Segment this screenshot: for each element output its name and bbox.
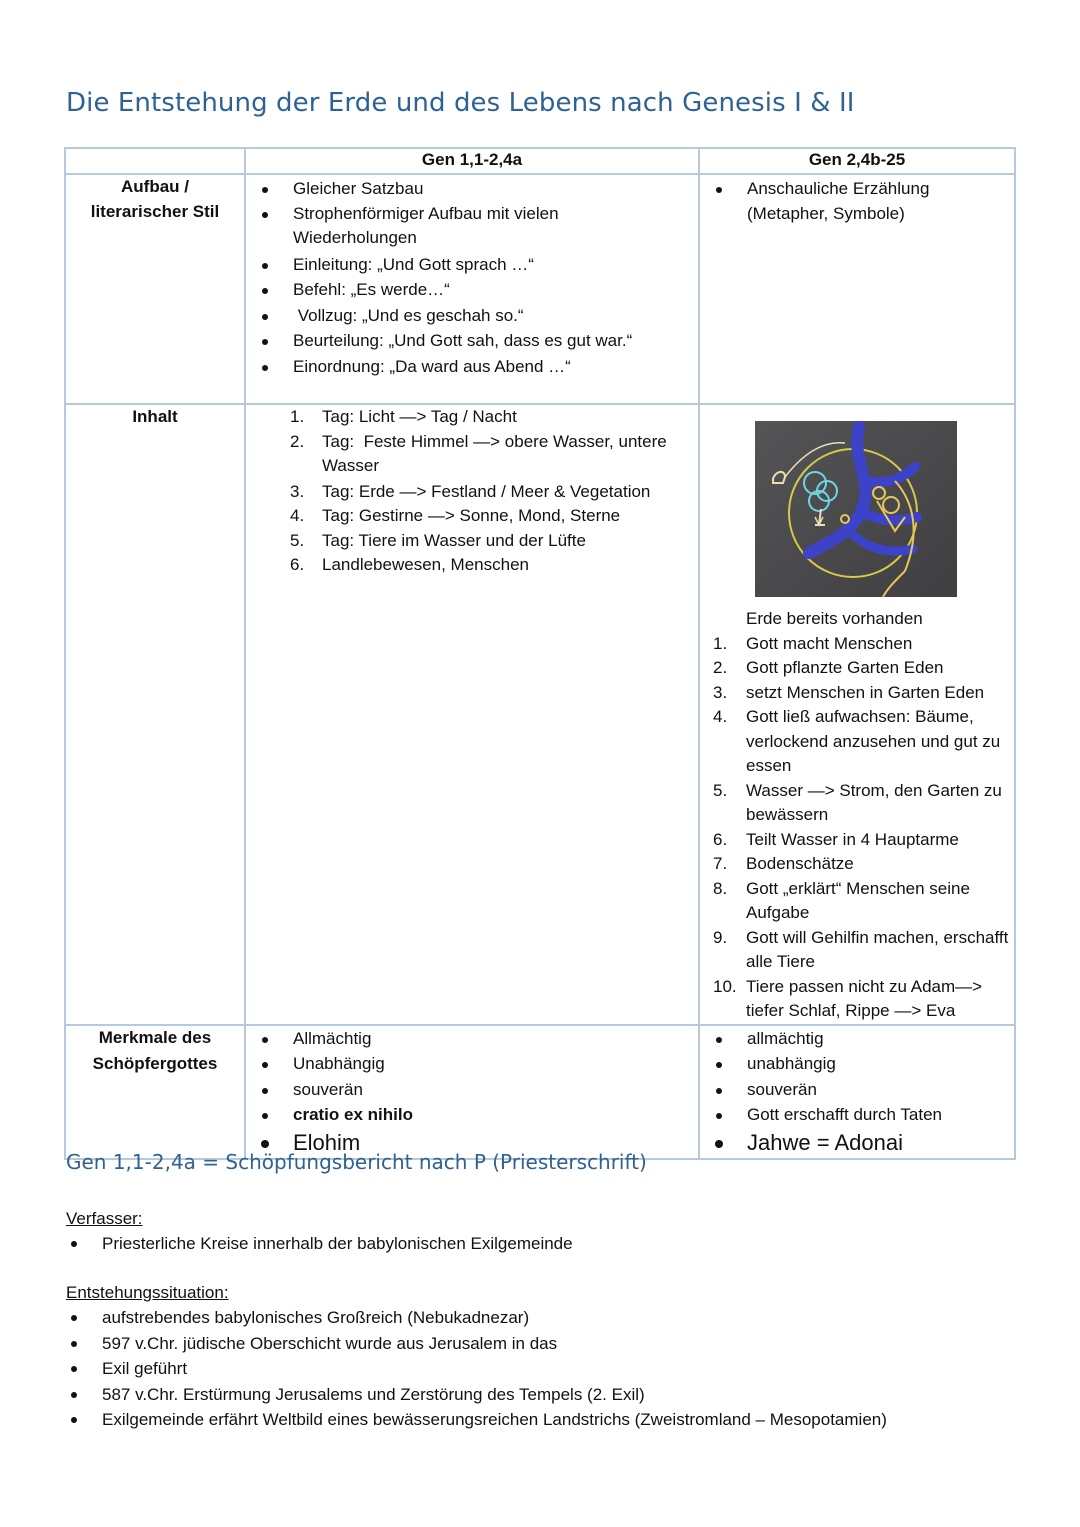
list-item [700,828,1014,853]
cell-inhalt-gen1 [245,404,699,1025]
list-item [246,529,698,554]
comparison-table [64,147,1016,1160]
list-item [700,656,1014,681]
page-title: Die Entstehung der Erde und des Lebens nach Genesis I & II [66,88,855,118]
list-item: aufstrebendes babylonisches Großreich (Nebukadnezar) [66,1305,887,1330]
list-item: Anschauliche Erzählung (Metapher, Symbole) [700,177,1014,226]
list-number: 5. [290,530,305,550]
list-item: Befehl: „Es werde…“ [246,278,698,303]
list-text: Gott ließ aufwachsen: Bäume, verlockend anzusehen und gut zu essen [746,707,1001,775]
list-number: 3. [713,682,728,702]
list-item [246,553,698,578]
list-item: Jahwe = Adonai [700,1128,1014,1158]
list-number: 9. [713,927,728,947]
row-label-line: literarischer Stil [90,201,220,221]
list-item: Strophenförmiger Aufbau mit vielen Wiederholungen [246,202,698,251]
table-row-inhalt [65,404,1015,1025]
list-text: Tag: Tiere im Wasser und der Lüfte [322,530,586,550]
list-text: Landlebewesen, Menschen [322,555,529,574]
list-text: Gott will Gehilfin machen, erschafft alle Tiere [746,927,1009,971]
list-number: 2. [290,431,305,451]
list-item: Vollzug: „Und es geschah so.“ [246,304,698,329]
list-item: unabhängig [700,1052,1014,1077]
cell-aufbau-gen1 [245,174,699,404]
cell-merkmale-gen1 [245,1025,699,1159]
row-label-merkmale [65,1025,245,1159]
list-item: souverän [246,1078,698,1103]
list-number: 2. [713,658,728,677]
list-number: 4. [290,506,305,525]
list-number: 10. [713,976,737,996]
list-item [700,681,1014,706]
list-text: Tag: Gestirne —> Sonne, Mond, Sterne [322,506,621,525]
row-label-inhalt: Inhalt [65,404,245,1025]
cell-aufbau-gen2 [699,174,1015,404]
verfasser-heading: Verfasser: [66,1209,143,1228]
list-number: 7. [713,854,728,873]
list-text: Gott pflanzte Garten Eden [746,658,944,677]
table-row-merkmale [65,1025,1015,1159]
list-item [700,975,1014,1024]
list-item [246,430,698,479]
list-text: Bodenschätze [746,854,854,873]
list-item [700,779,1014,828]
row-label-line: Schöpfergottes [92,1054,218,1073]
list-item: Unabhängig [246,1052,698,1077]
list-item [246,405,698,430]
gen2-intro: Erde bereits vorhanden [746,609,923,628]
row-label-line: Merkmale des [98,1027,212,1047]
list-item [700,632,1014,657]
list-item: 597 v.Chr. jüdische Oberschicht wurde aus Jerusalem in das [66,1331,887,1356]
list-number: 6. [290,555,305,574]
list-text: Teilt Wasser in 4 Hauptarme [746,829,959,849]
list-number: 5. [713,780,728,800]
list-item: Beurteilung: „Und Gott sah, dass es gut war.“ [246,329,698,354]
list-item [700,705,1014,779]
cell-inhalt-gen2 [699,404,1015,1025]
section-subtitle: Gen 1,1-2,4a = Schöpfungsbericht nach P (Priesterschrift) [66,1150,647,1174]
list-item [700,926,1014,975]
header-gen2: Gen 2,4b-25 [699,148,1015,174]
list-item: 587 v.Chr. Erstürmung Jerusalems und Zerstörung des Tempels (2. Exil) [66,1382,887,1407]
list-item: souverän [700,1078,1014,1103]
list-item: cratio ex nihilo [246,1103,698,1128]
list-text: setzt Menschen in Garten Eden [746,682,985,702]
header-empty [65,148,245,174]
list-item: Priesterliche Kreise innerhalb der babylonischen Exilgemeinde [66,1231,573,1256]
list-item: Gott erschafft durch Taten [700,1103,1014,1128]
list-number: 6. [713,829,728,849]
list-item: Einordnung: „Da ward aus Abend …“ [246,355,698,380]
list-text: Tiere passen nicht zu Adam—> tiefer Schlaf, Rippe —> Eva [746,976,983,1020]
list-number: 4. [713,707,728,726]
list-item: Einleitung: „Und Gott sprach …“ [246,253,698,278]
list-item [700,877,1014,926]
garden-drawing-svg [755,421,957,597]
cell-merkmale-gen2 [699,1025,1015,1159]
header-gen1: Gen 1,1-2,4a [245,148,699,174]
list-item: Exil geführt [66,1356,887,1381]
list-item [700,852,1014,877]
list-text: Tag: Licht —> Tag / Nacht [322,407,517,426]
table-header-row [65,148,1015,174]
row-label-line: Aufbau / [121,177,189,196]
list-item [246,504,698,529]
entstehung-heading: Entstehungssituation: [66,1283,229,1302]
list-text: Tag: Erde —> Festland / Meer & Vegetation [322,481,651,501]
list-number: 8. [713,878,728,898]
verfasser-section [66,1206,573,1257]
list-item [246,480,698,505]
list-item: Exilgemeinde erfährt Weltbild eines bewässerungsreichen Landstrichs (Zweistromland – Mesopotamien) [66,1407,887,1432]
list-text: Tag: Feste Himmel —> obere Wasser, untere Wasser [322,431,672,475]
list-item: allmächtig [700,1027,1014,1052]
list-number: 3. [290,481,305,501]
list-item: Allmächtig [246,1027,698,1052]
list-text: Gott „erklärt“ Menschen seine Aufgabe [746,878,970,922]
list-number: 1. [713,633,728,653]
list-item: Elohim [246,1128,698,1158]
row-label-aufbau [65,174,245,404]
list-text: Wasser —> Strom, den Garten zu bewässern [746,780,1002,824]
table-row-aufbau [65,174,1015,404]
garden-eden-drawing [755,421,957,597]
list-item: Gleicher Satzbau [246,177,698,202]
entstehung-section [66,1280,887,1432]
list-text: Gott macht Menschen [746,633,913,653]
list-number: 1. [290,407,305,426]
